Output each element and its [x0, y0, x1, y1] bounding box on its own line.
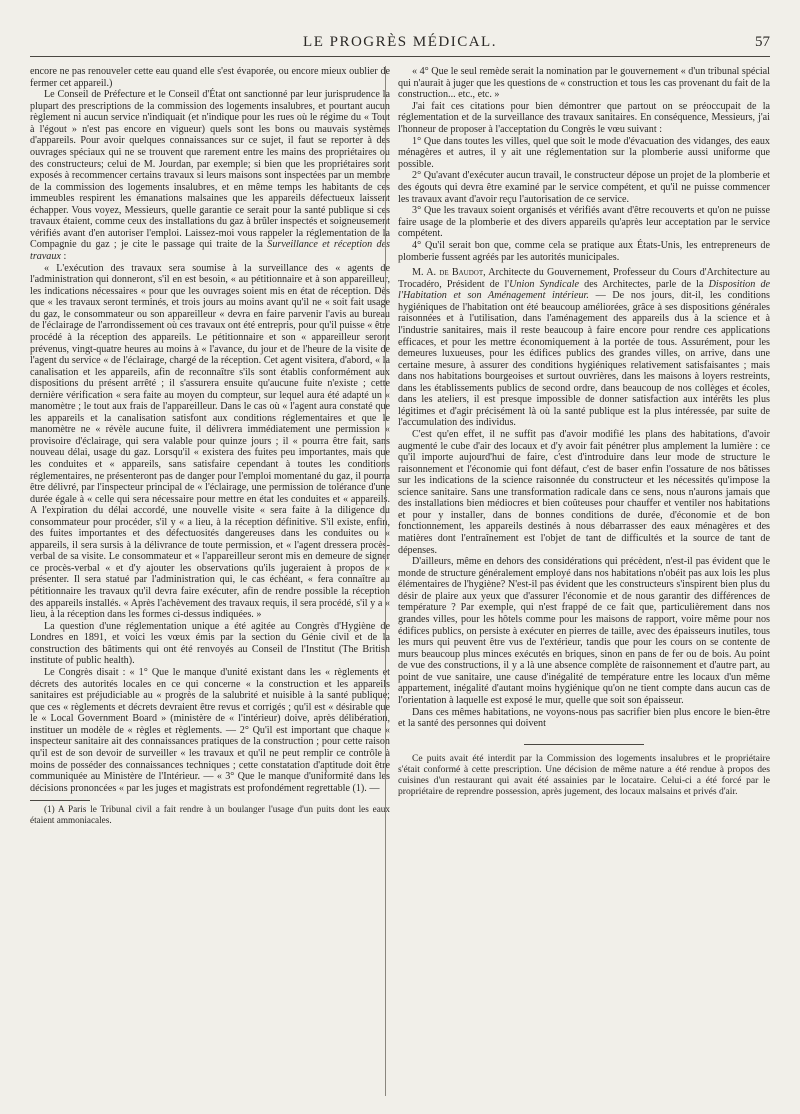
journal-title: LE PROGRÈS MÉDICAL.: [303, 34, 497, 50]
quotation: Le Congrès disait : « 1° Que le manque d'unité existant dans les « règlements et décrets des autorités locales en ce qui concerne « la construction et les appareils sanitaires est préjudiciable au « progrès de la salubrité et nuisible à la santé publique; que ces « règlements et décrets devraient être revus et corrigés ; qu'il est « désirable que le « Local Government Board » (ministère de « l'intérieur) doive, après délibération, instituer un modèle de « règles et règlements. — 2° Qu'il est important que chaque « inspecteur sanitaire ait des connaissances pratiques de la construction ; pour cette raison qu'il est de son devoir de surveiller « les travaux et qu'il ne peut remplir ce contrôle à moins de posséder des connaissances techniques ; cette constatation d'aptitude doit être communiquée au Ministère de l'Intérieur. — « 3° Que le manque d'uniformité dans les décisions prononcées « par les juges et magistrats est profondément regrettable (1). —: [30, 667, 390, 794]
column-divider: [385, 66, 386, 1096]
paragraph: La question d'une réglementation unique a été agitée au Congrès d'Hygiène de Londres en 1891, et voici les vœux émis par la section du Génie civil et de la construction des bâtiments qui ont été renvoyés au Conseil de l'Institut (The British institute of public health).: [30, 620, 390, 667]
resolution-item: 1° Que dans toutes les villes, quel que soit le mode d'évacuation des vidanges, des eaux ménagères et autres, il y ait une réglementation sur la plomberie aussi uniforme que possible.: [398, 135, 770, 170]
italic-phrase: Surveillance et réception des travaux: [30, 239, 390, 262]
paragraph: C'est qu'en effet, il ne suffit pas d'avoir modifié les plans des habitations, d'avoir augmenté le cube d'air des locaux et d'y avoir fait pénétrer plus amplement la lumière : ce qu'il importe aujourd'hui de faire, c'est d'introduire dans leur mode de structure le raisonnement et l'économie qui font défaut, c'est de baser enfin l'ossature de nos bâtisses sur les indications de la science raisonnée du constructeur et les nécessités qu'impose la science sanitaire. Sans une transformation radicale dans ce sens, nous n'aurons jamais que des installations bien médiocres et bien coûteuses pour chauffer et ventiler nos habitations et pour y installer, dans de bonnes conditions de durée, d'économie et de bon fonctionnement, les appareils destinés à nous débarrasser des eaux ménagères et des matières dont l'entraînement est l'objet de tant de difficultés et la source de tant de dépenses.: [398, 429, 770, 556]
paragraph: J'ai fait ces citations pour bien démontrer que partout on se préoccupait de la réglementation et de la surveillance des travaux sanitaires. En conséquence, Messieurs, j'ai l'honneur de proposer à l'acceptation du Congrès le vœu suivant :: [398, 100, 770, 135]
page-header: [30, 30, 770, 57]
resolution-item: 3° Que les travaux soient organisés et vérifiés avant d'être recouverts et qu'on ne puisse faire usage de la plomberie et des divers appareils qu'après leur acceptation par le service compétent.: [398, 205, 770, 240]
quotation: « L'exécution des travaux sera soumise à la surveillance des « agents de l'administration qui donneront, s'il en est besoin, « au pétitionnaire et à son appareilleur, les indications nécessaires « pour que les ouvrages soient mis en état de réception. Dès que « les travaux seront terminés, et trois jours au moins avant qu'il ne « soit fait usage du gaz, le consommateur ou son appareilleur « devra en faire parvenir l'avis au bureau de l'éclairage de l'arrondissement où ces travaux ont été entrepris, pour qu'il puisse « être procédé à la réception des appareils. Le pétitionnaire et son « appareilleur seront prévenus, vingt-quatre heures au moins à « l'avance, du jour et de l'heure de la visite de l'agent du service « de l'éclairage, chargé de la réception. Cet agent visitera, d'abord, « la canalisation et les appareils, afin de reconnaître s'ils sont établis conformément aux dispositions du présent arrêté ; il s'assurera ensuite qu'aucune fuite n'existe ; cette dernière vérification « sera faite au moyen du compteur, sur lequel aura été adapté un « manomètre ; le tout aux frais de l'appareilleur. Dans le cas où « l'agent aura constaté que les appareils et la canalisation satisfont aux conditions réglementaires et que le manomètre ne « révèle aucune fuite, il délivrera immédiatement une permission « provisoire d'éclairage, qui sera valable pour quinze jours ; il « pourra être fait, sans nouveau délai, usage du gaz. Lorsqu'il « existera des fuites peu importantes, mais que les conduites et « appareils, sans satisfaire cependant à toutes les conditions réglementaires, ne présenteront pas de danger pour l'emploi momentané du gaz, il pourra être délivré, par l'inspecteur principal de « l'éclairage, une permission de tolérance d'une durée égale à « celle qui sera nécessaire pour mettre en état les conduites et « appareils. A l'expiration du délai accordé, une nouvelle visite « sera faite à la diligence du consommateur pour procéder, s'il y « a lieu, à la réception définitive. S'il existe, enfin, des fuites importantes et des défectuosités dangereuses dans les conduites ou « appareils, il sera sursis à la délivrance de toute permission, et « l'agent dressera procès-verbal de sa visite. Le consommateur et « l'appareilleur seront mis en demeure de signer ce procès-verbal « et d'y ajouter les observations qu'ils jugeraient à propos de « présenter. Il sera statué par l'administration qui, le cas échéant, « fera connaître au pétitionnaire les travaux qu'il devra faire exécuter, afin de rendre possible la réception des appareils installés. « Après l'achèvement des travaux requis, il sera procédé, s'il y a « lieu, à la réception dans les formes ci-dessus indiquées. »: [30, 262, 391, 621]
footnote-continuation: Ce puits avait été interdit par la Commission des logements insalubres et le propriétaire s'était conformé à cette prescription. Une décision de même nature a été rendue à propos des cuisines d'un restaurant qui avait été assainies par le locataire. Celui-ci a été forcé par le propriétaire de reprendre possession, après jugement, des locaux malsains et privés d'air.: [398, 752, 770, 797]
paragraph: D'ailleurs, même en dehors des considérations qui précèdent, n'est-il pas évident que le monde de structure généralement employé dans nos habitations n'obéit pas aux lois les plus élémentaires de l'hygiène? N'est-il pas évident que les constructeurs s'inspirent bien plus du désir de plaire aux yeux que d'assurer l'économie et de nous garantir des différences de température ? Par exemple, qui n'est frappé de ce fait que, particulièrement dans nos grandes villes, pour les hôtels comme pour les maisons de rapport, voire même pour nos édifices publics, on persiste à exécuter en pierres de taille, avec des épaisseurs inutiles, tous les murs qui peuvent être vus de l'extérieur, tandis que pour les cours on se contente de murs beaucoup plus minces exécutés en briques, sinon en pans de fer ou de bois. Au point de vue des constructions, il y a là une absence complète de raisonnement et d'autre part, au point de vue sanitaire, une cause d'inégalité de température entre les locaux d'un même appartement, inégalité d'autant moins hygiénique qu'on ne tient compte dans aucun cas de l'orientation à laquelle est exposé le mur, quelle que soit son épaisseur.: [398, 556, 770, 706]
note-divider: [524, 744, 644, 745]
paragraph: Le Conseil de Préfecture et le Conseil d'État ont sanctionné par leur jurisprudence la plupart des prescriptions de la commission des logements insalubres, et pourtant aucun règlement ni aucun service n'indiquait (et n'indique pour les rues où le régime du « Tout à l'égout » n'est pas encore en vigueur) quels sont les bons ou mauvais systèmes d'appareils. Pour avoir quelques connaissances sur ce sujet, il faut se reporter à des ouvrages spéciaux qui ne se trouvent que rarement entre les mains des propriétaires ou des constructeurs; celui de M. Jourdan, par exemple; si bien que les propriétaires sont exposés à recommencer certains travaux si leurs maisons sont inspectées par un membre de la commission des logements insalubres, et en même temps les habitants de ces immeubles respirent les émanations malsaines que les appareils défectueux laissent échapper. Vous voyez, Messieurs, quelle garantie ce serait pour la santé publique si ces travaux étaient, comme ceux des installations du gaz à brûler inspectés et soigneusement vérifiés avant d'en autoriser l'emploi. Laissez-moi vous rappeler la réglementation de la Compagnie du gaz ; je cite le passage qui traite de la Surveillance et réception des travaux :: [30, 89, 390, 262]
speaker-name: M. A. de Baudot: [412, 267, 484, 279]
footnote: (1) A Paris le Tribunal civil a fait rendre à un boulanger l'usage d'un puits dont les eaux étaient ammoniacales.: [30, 804, 390, 825]
footnote-divider: [30, 800, 90, 801]
paragraph: Dans ces mêmes habitations, ne voyons-nous pas sacrifier bien plus encore le bien-être et la santé des personnes qui doivent: [398, 706, 770, 730]
paragraph: encore ne pas renouveler cette eau quand elle s'est évaporée, ou encore mieux oublier de fermer cet appareil.): [30, 66, 390, 89]
right-column: [398, 66, 770, 797]
left-column: [30, 66, 390, 825]
resolution-item: 4° Qu'il serait bon que, comme cela se pratique aux États-Unis, les entrepreneurs de plomberie fussent agréés par les autorités municipales.: [398, 240, 770, 263]
paragraph: M. A. de Baudot, Architecte du Gouvernement, Professeur du Cours d'Architecture au Trocadéro, Président de l'Union Syndicale des Architectes, parle de la Disposition de l'Habitation et son Aménagement intérieur. — De nos jours, dit-il, les conditions hygiéniques de l'habitation ont été beaucoup améliorées, grâce à ses dispositions générales raisonnées et à l'utilisation, dans l'aménagement des appareils dus à la science et à l'industrie sanitaires, mais il reste beaucoup à faire encore pour rendre ces applications efficaces, et pour les mettre économiquement à la portée de tous. Assurément, pour les demeures luxueuses, pour les édifices publics des grandes villes, on arrive, dans une certaine mesure, à assurer des conditions hygiéniques relativement satisfaisantes ; mais dans nos habitations bourgeoises et surtout ouvrières, dans les maisons à loyers restreints, dans les établissements publics de second ordre, dans beaucoup de nos collèges et écoles, dans les ateliers, il est presque impossible de donner satisfaction aux intérêts les plus légitimes et d'agir précisément là où la santé publique est la plus intéressée, par suite de l'accumulation des individus.: [398, 267, 771, 429]
quotation: « 4° Que le seul remède serait la nomination par le gouvernement « d'un tribunal spécial qui n'aurait à juger que les questions de « construction et tous les cas provenant du fait de la construction... etc., etc. »: [398, 66, 770, 101]
resolution-item: 2° Qu'avant d'exécuter aucun travail, le constructeur dépose un projet de la plomberie et des égouts qui devra être examiné par le service compétent, et qu'il ne puisse commencer les travaux avant d'avoir reçu l'autorisation de ce service.: [398, 170, 770, 205]
page-number: 57: [755, 34, 770, 50]
lecture-title: Disposition de l'Habitation et son Aménagement intérieur.: [398, 278, 771, 302]
